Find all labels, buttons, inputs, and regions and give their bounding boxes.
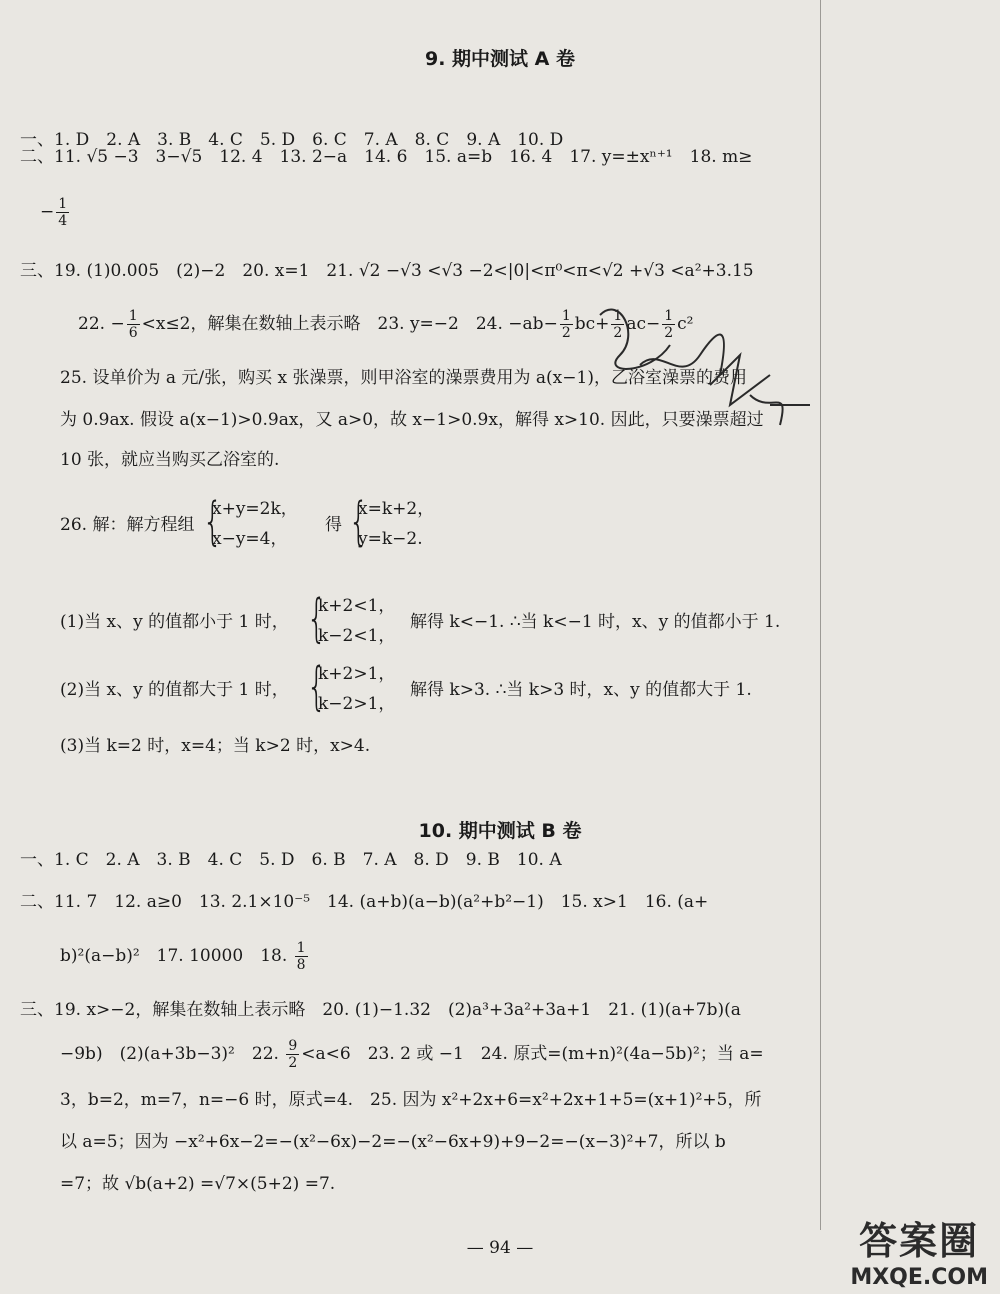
q24-n2: 1 <box>613 308 623 324</box>
q22-fraction <box>127 308 140 341</box>
q26-brace-2: { <box>348 492 369 552</box>
q18-num: 1 <box>58 196 68 212</box>
q26-p1-brace: { <box>306 589 327 649</box>
q26-p2-brace: { <box>306 657 327 717</box>
page-number: — 94 — <box>466 1238 534 1258</box>
q22-pre: 22. − <box>78 314 125 334</box>
watermark-url: MXQE.COM <box>850 1265 988 1290</box>
section-b-q3-line4: 以 a=5；因为 −x²+6x−2=−(x²−6x)−2=−(x²−6x+9)+9−2=−(x−3)²+7，所以 b <box>60 1132 726 1152</box>
section-a-q26-part1 <box>60 587 820 657</box>
q24-c: ac− <box>626 314 661 334</box>
section-b-q3-line1: 三、19. x>−2，解集在数轴上表示略 20. (1)−1.32 (2)a³+3a²+3a+1 21. (1)(a+7b)(a <box>20 1000 741 1020</box>
q26-mid: 得 <box>325 515 342 535</box>
q26-p2-eq2: k−2>1， <box>318 694 396 714</box>
section-a-q26 <box>60 490 660 560</box>
handwriting-scribble <box>580 285 840 445</box>
q24-d3: 2 <box>664 325 674 341</box>
q22-den: 6 <box>128 325 138 341</box>
watermark-logo-text: 答案圈 <box>859 1219 980 1263</box>
q26-p1-system <box>318 591 395 651</box>
section-b-q3-line2 <box>60 1038 764 1071</box>
q24-n1: 1 <box>561 308 571 324</box>
fold-line <box>820 0 821 1230</box>
q26-system <box>212 494 298 554</box>
q26-sol1: x=k+2， <box>358 499 435 519</box>
section-a-q26-part2 <box>60 655 820 725</box>
q26-p2-post: 解得 k>3. ∴当 k>3 时，x、y 的值都大于 1. <box>410 680 752 700</box>
section-b-q2-cont <box>60 940 310 973</box>
q26-p1-eq1: k+2<1， <box>318 596 396 616</box>
q26-p2-system <box>318 659 395 719</box>
b-q2-cont-text: b)²(a−b)² 17. 10000 18. <box>60 946 288 966</box>
b-q22-fraction <box>286 1038 299 1071</box>
section-b-title: 10. 期中测试 B 卷 <box>418 820 582 842</box>
section-a-q25-line3: 10 张，就应当购买乙浴室的. <box>60 450 280 470</box>
section-a-q1: 一、1. D 2. A 3. B 4. C 5. D 6. C 7. A 8. C 9. A 10. D <box>20 130 564 150</box>
q24-d1: 2 <box>561 325 571 341</box>
q24-frac-1 <box>560 308 573 341</box>
q26-p2-pre: (2)当 x、y 的值都大于 1 时， <box>60 680 289 700</box>
q18-fraction <box>56 196 69 229</box>
b-q18-fraction <box>295 940 308 973</box>
q24-e: c² <box>677 314 694 334</box>
q26-eq1: x+y=2k， <box>212 499 298 519</box>
section-b-q2: 二、11. 7 12. a≥0 13. 2.1×10⁻⁵ 14. (a+b)(a−b)(a²+b²−1) 15. x>1 16. (a+ <box>20 892 709 912</box>
b-q18-num: 1 <box>296 940 306 956</box>
q26-p1-pre: (1)当 x、y 的值都小于 1 时， <box>60 612 289 632</box>
q22-num: 1 <box>128 308 138 324</box>
section-a-q25-line1: 25. 设单价为 a 元/张，购买 x 张澡票，则甲浴室的澡票费用为 a(x−1)，乙浴室澡票的费用 <box>60 368 747 388</box>
b-q18-den: 8 <box>296 957 306 973</box>
q24-n3: 1 <box>664 308 674 324</box>
b-q3-l2-pre: −9b) (2)(a+3b−3)² 22. <box>60 1044 279 1064</box>
b-q22-num: 9 <box>288 1038 298 1054</box>
section-a-q2-cont <box>40 196 71 229</box>
q26-sol2: y=k−2. <box>358 529 423 549</box>
q26-p2-eq1: k+2>1， <box>318 664 396 684</box>
q26-brace-1: { <box>202 492 223 552</box>
q26-p1-eq2: k−2<1， <box>318 626 396 646</box>
section-a-title: 9. 期中测试 A 卷 <box>425 48 575 70</box>
section-b-q1: 一、1. C 2. A 3. B 4. C 5. D 6. B 7. A 8. D 9. B 10. A <box>20 850 562 870</box>
q26-solution <box>358 494 434 554</box>
watermark-logo <box>850 1210 988 1290</box>
q24-b: bc+ <box>574 314 610 334</box>
section-b-q3-line5: =7；故 √b(a+2) =√7×(5+2) =7. <box>60 1174 336 1194</box>
b-q22-den: 2 <box>288 1055 298 1071</box>
q18-sign: − <box>40 202 55 222</box>
section-a-q26-part3: (3)当 k=2 时，x=4；当 k>2 时，x>4. <box>60 736 371 756</box>
section-a-q2: 二、11. √5 −3 3−√5 12. 4 13. 2−a 14. 6 15. a=b 16. 4 17. y=±xⁿ⁺¹ 18. m≥ <box>20 147 753 167</box>
b-q3-l2-post: <a<6 23. 2 或 −1 24. 原式=(m+n)²(4a−5b)²；当 a= <box>301 1044 764 1064</box>
q26-p1-post: 解得 k<−1. ∴当 k<−1 时，x、y 的值都小于 1. <box>410 612 781 632</box>
q26-eq2: x−y=4， <box>212 529 288 549</box>
q26-pre: 26. 解：解方程组 <box>60 515 195 535</box>
q18-den: 4 <box>58 213 68 229</box>
q24-d2: 2 <box>613 325 623 341</box>
q22-post: <x≤2，解集在数轴上表示略 23. y=−2 24. − <box>141 314 523 334</box>
q24-a: ab− <box>522 314 558 334</box>
section-a-q3: 三、19. (1)0.005 (2)−2 20. x=1 21. √2 −√3 <√3 −2<|0|<π⁰<π<√2 +√3 <a²+3.15 <box>20 261 754 281</box>
section-b-q3-line3: 3，b=2，m=7，n=−6 时，原式=4. 25. 因为 x²+2x+6=x²+2x+1+5=(x+1)²+5，所 <box>60 1090 762 1110</box>
section-a-q25-line2: 为 0.9ax. 假设 a(x−1)>0.9ax，又 a>0，故 x−1>0.9x，解得 x>10. 因此，只要澡票超过 <box>60 410 764 430</box>
